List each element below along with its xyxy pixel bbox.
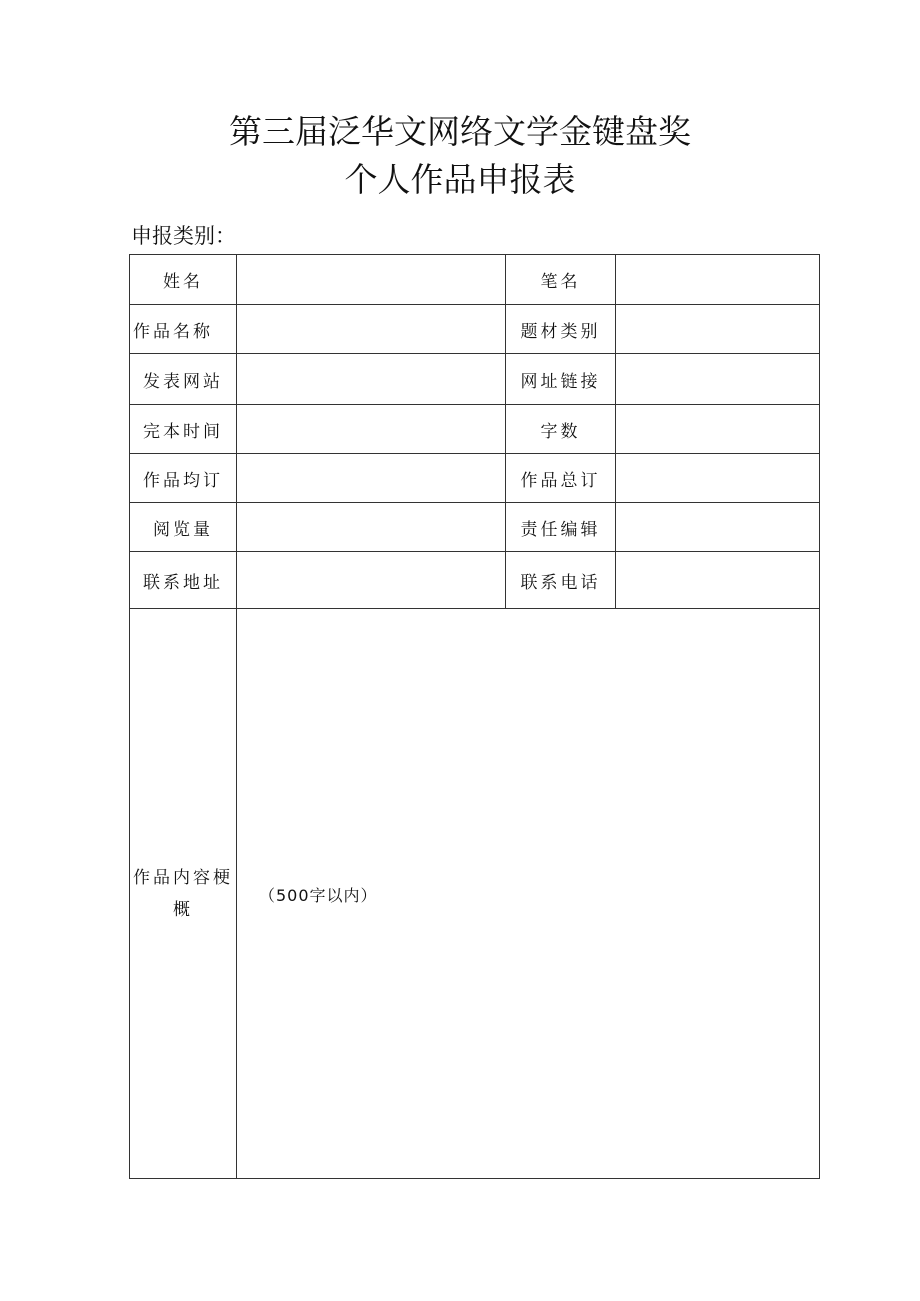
form-row-name	[130, 255, 820, 305]
pen-name-label: 笔名	[506, 255, 616, 305]
avg-subscriptions-field[interactable]	[237, 454, 506, 503]
word-count-label: 字数	[506, 405, 616, 454]
name-label: 姓名	[130, 255, 237, 305]
url-label: 网址链接	[506, 354, 616, 405]
editor-label: 责任编辑	[506, 503, 616, 552]
website-field[interactable]	[237, 354, 506, 405]
category-label: 申报类别：	[131, 224, 236, 248]
editor-field[interactable]	[616, 503, 820, 552]
total-subscriptions-field[interactable]	[616, 454, 820, 503]
form-subtitle: 个人作品申报表	[344, 160, 576, 199]
form-row-subscriptions	[130, 454, 820, 503]
form-row-contact	[130, 552, 820, 609]
avg-subscriptions-label: 作品均订	[130, 454, 237, 503]
work-title-field[interactable]	[237, 305, 506, 354]
form-row-title	[130, 305, 820, 354]
form-title: 第三届泛华文网络文学金键盘奖	[229, 112, 691, 151]
completion-date-label: 完本时间	[130, 405, 237, 454]
address-field[interactable]	[237, 552, 506, 609]
views-label: 阅览量	[130, 503, 237, 552]
views-field[interactable]	[237, 503, 506, 552]
synopsis-label	[130, 609, 237, 1179]
completion-date-field[interactable]	[237, 405, 506, 454]
website-label: 发表网站	[130, 354, 237, 405]
address-label: 联系地址	[130, 552, 237, 609]
phone-field[interactable]	[616, 552, 820, 609]
work-title-label: 作品名称	[130, 305, 237, 354]
synopsis-label-line1: 作品内容梗	[133, 867, 233, 888]
phone-label: 联系电话	[506, 552, 616, 609]
word-count-field[interactable]	[616, 405, 820, 454]
synopsis-hint: （500字以内）	[259, 886, 378, 905]
name-field[interactable]	[237, 255, 506, 305]
form-row-views	[130, 503, 820, 552]
form-row-website	[130, 354, 820, 405]
genre-label: 题材类别	[506, 305, 616, 354]
synopsis-field[interactable]	[237, 609, 820, 1179]
form-row-completion	[130, 405, 820, 454]
url-field[interactable]	[616, 354, 820, 405]
form-row-synopsis	[130, 609, 820, 1179]
total-subscriptions-label: 作品总订	[506, 454, 616, 503]
genre-field[interactable]	[616, 305, 820, 354]
application-form-table	[129, 254, 820, 1179]
synopsis-label-line2: 概	[173, 899, 193, 920]
pen-name-field[interactable]	[616, 255, 820, 305]
